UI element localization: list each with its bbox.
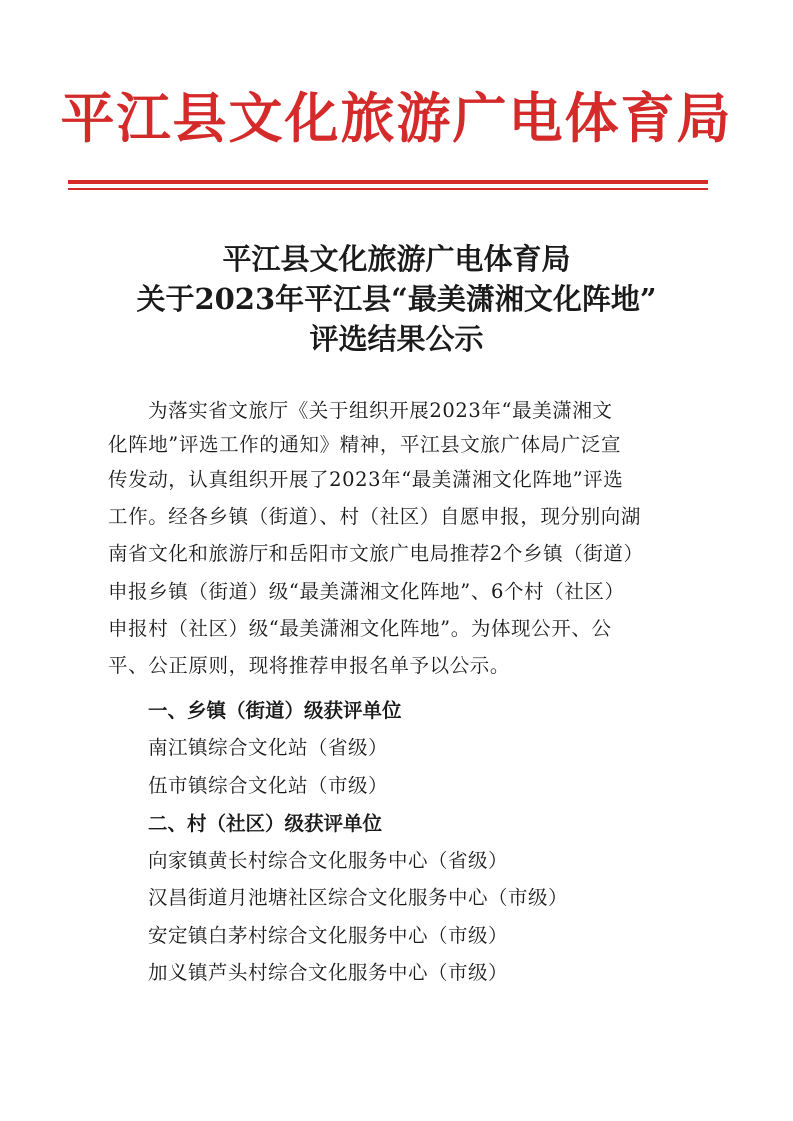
letterhead-divider-thick	[68, 180, 708, 184]
body-line: 申报乡镇（街道）级“最美潇湘文化阵地”、6个村（社区）	[108, 580, 625, 603]
body-line: 为落实省文旅厅《关于组织开展2023年“最美潇湘文	[148, 399, 613, 422]
title-line-2: 关于2023年平江县“最美潇湘文化阵地”	[136, 282, 657, 316]
body-line: 工作。经各乡镇（街道）、村（社区）自愿申报，现分别向湖	[108, 505, 641, 528]
list-item: 向家镇黄长村综合文化服务中心（省级）	[148, 849, 509, 872]
letterhead-divider-thin	[68, 188, 708, 190]
body-line: 南省文化和旅游厅和岳阳市文旅广电局推荐2个乡镇（街道）	[108, 542, 644, 565]
body-line: 化阵地”评选工作的通知》精神，平江县文旅广体局广泛宣	[108, 433, 622, 456]
section-heading: 一、乡镇（街道）级获评单位	[148, 699, 402, 722]
list-item: 伍市镇综合文化站（市级）	[148, 774, 389, 797]
body-line: 平、公正原则，现将推荐申报名单予以公示。	[108, 654, 511, 677]
list-item: 加义镇芦头村综合文化服务中心（市级）	[148, 961, 509, 984]
body-line: 申报村（社区）级“最美潇湘文化阵地”。为体现公开、公	[108, 617, 612, 640]
section-heading: 二、村（社区）级获评单位	[148, 812, 383, 835]
list-item: 汉昌街道月池塘社区综合文化服务中心（市级）	[148, 886, 569, 909]
title-line-1: 平江县文化旅游广电体育局	[222, 242, 571, 276]
letterhead-agency-name: 平江县文化旅游广电体育局	[60, 86, 733, 150]
list-item: 安定镇白茅村综合文化服务中心（市级）	[148, 924, 509, 947]
title-line-3: 评选结果公示	[309, 322, 484, 356]
body-line: 传发动，认真组织开展了2023年“最美潇湘文化阵地”评选	[108, 468, 624, 491]
list-item: 南江镇综合文化站（省级）	[148, 736, 389, 759]
